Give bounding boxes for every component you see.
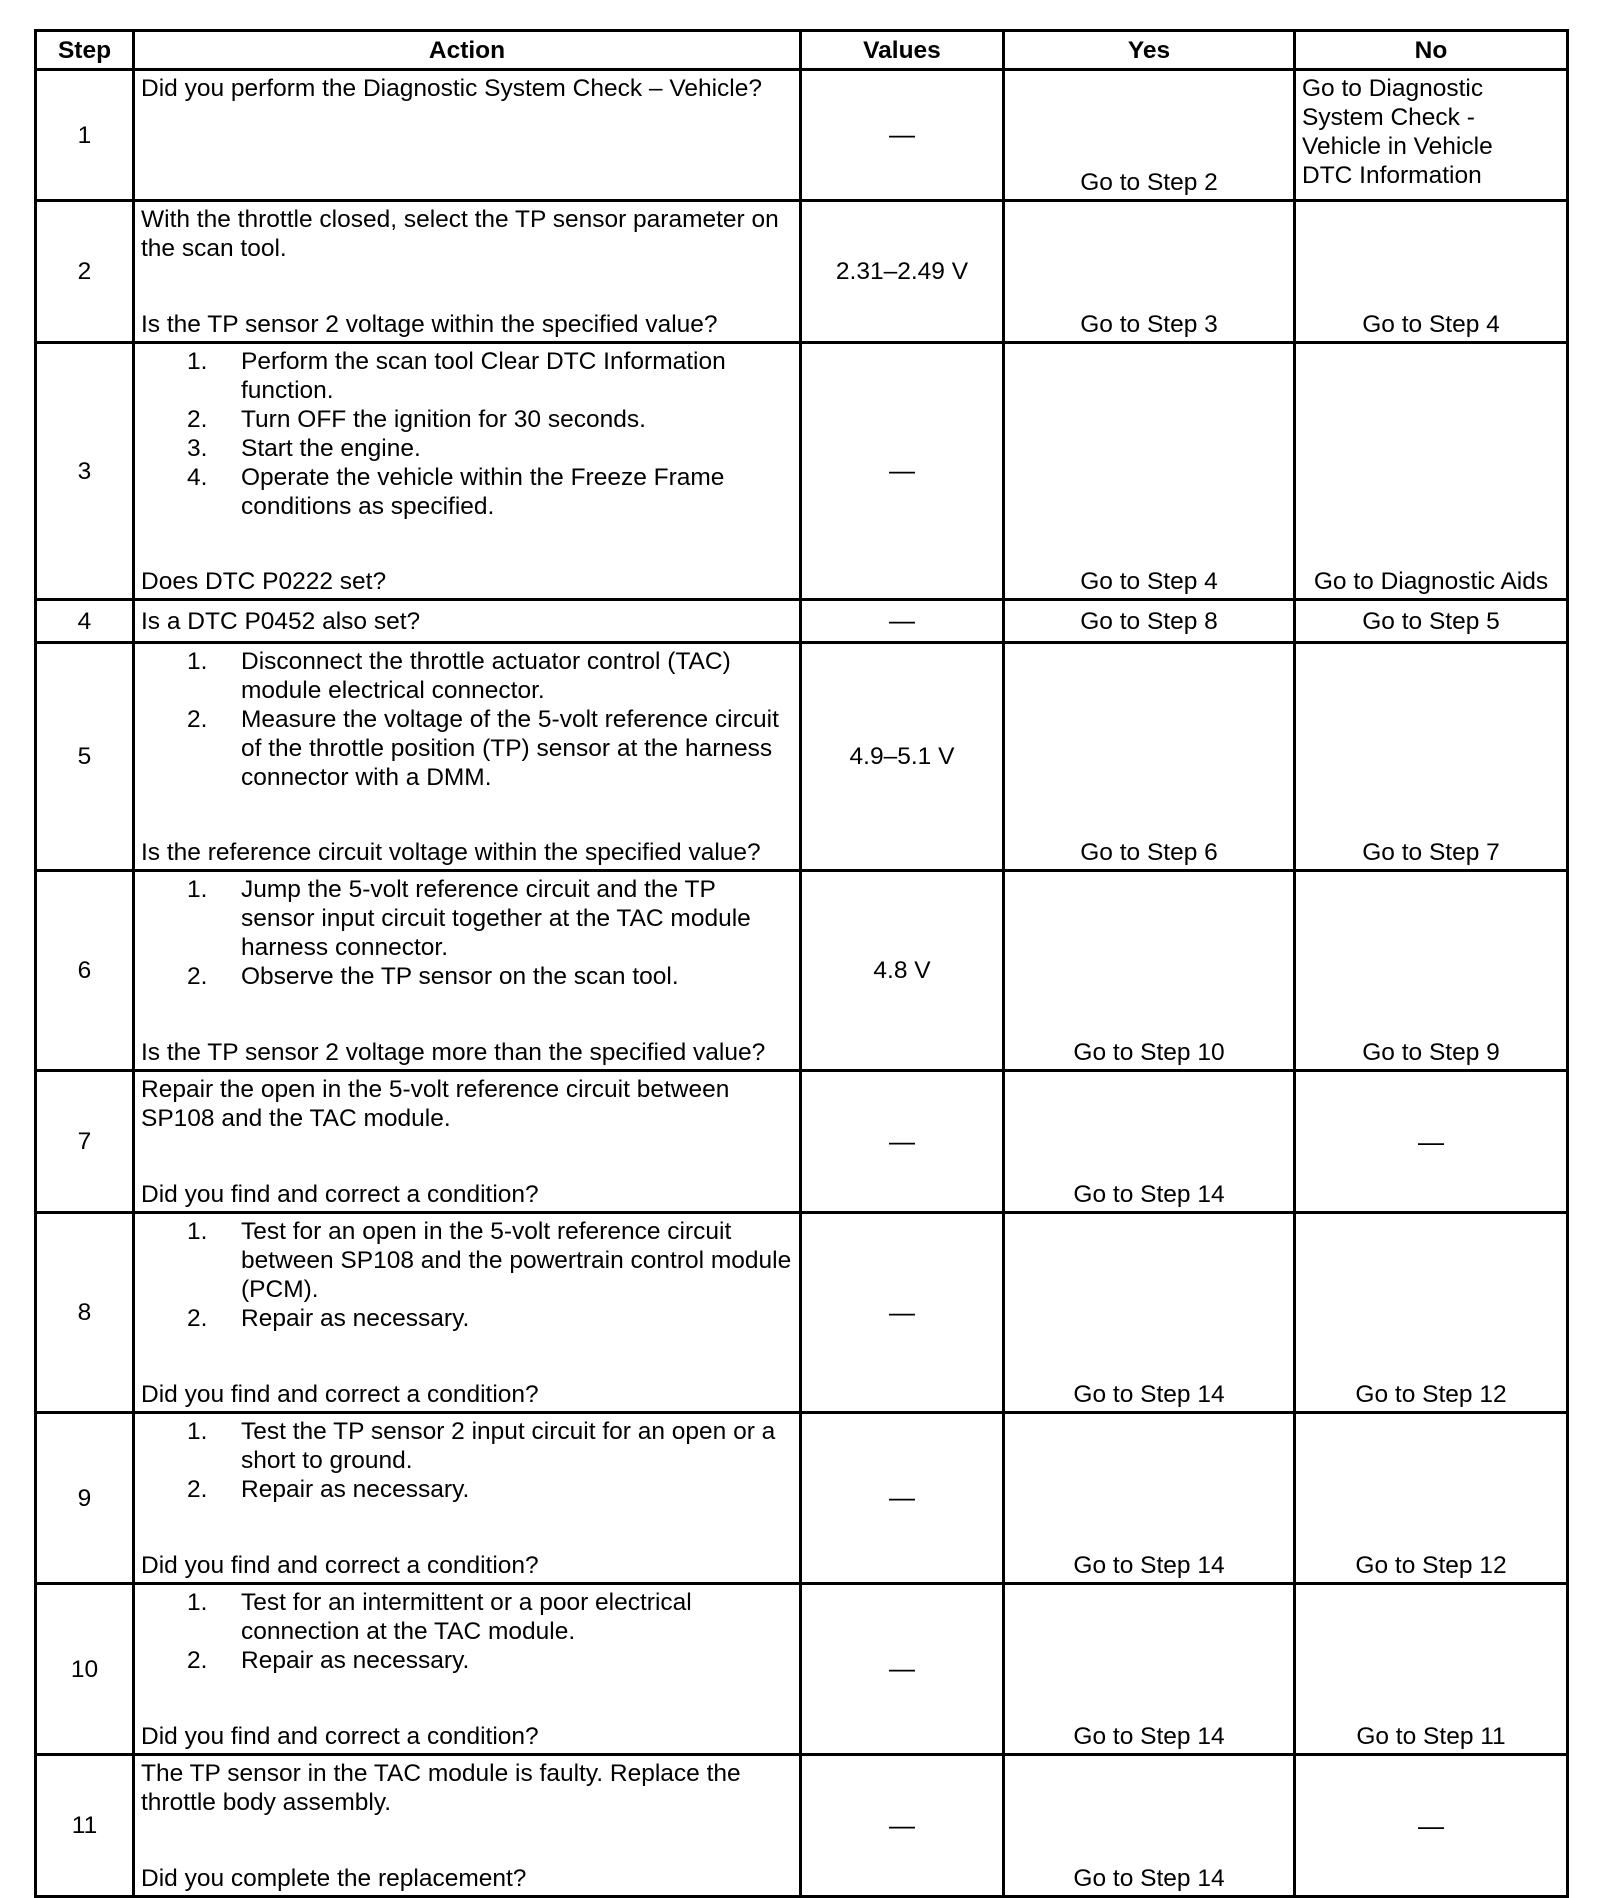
action-cell (134, 643, 801, 871)
no-link[interactable]: Go to Step 7 (1362, 839, 1500, 866)
action-text: Is a DTC P0452 also set? (141, 608, 421, 635)
value-text: 4.8 V (873, 957, 931, 984)
value-text: — (889, 119, 915, 149)
action-text: The TP sensor in the TAC module is faulty. Replace the throttle body assembly. (141, 1760, 741, 1816)
action-step-text: Start the engine. (241, 435, 421, 462)
value-text: — (889, 1653, 915, 1683)
yes-link[interactable]: Go to Step 8 (1080, 607, 1218, 635)
action-step-text: Test for an open in the 5-volt reference circuit between SP108 and the powertrain control module (PCM). (241, 1218, 792, 1303)
action-step-number: 2. (187, 1476, 208, 1503)
action-step-number: 2. (187, 406, 208, 433)
step-number: 11 (36, 1755, 134, 1897)
header-values: Values (801, 31, 1004, 70)
yes-link[interactable]: Go to Step 14 (1073, 1865, 1225, 1892)
no-link[interactable]: Go to Step 12 (1355, 1552, 1507, 1579)
yes-cell (1004, 1071, 1295, 1213)
action-question: Is the reference circuit voltage within the specified value? (141, 839, 761, 866)
value-cell (801, 201, 1004, 343)
action-cell (134, 70, 801, 201)
step-number: 6 (36, 871, 134, 1071)
yes-cell (1004, 1584, 1295, 1755)
yes-link[interactable]: Go to Step 14 (1073, 1381, 1225, 1408)
no-link[interactable]: Go to Step 4 (1362, 311, 1500, 338)
action-step-item (141, 405, 793, 434)
yes-link[interactable]: Go to Step 3 (1080, 311, 1218, 338)
header-action: Action (134, 31, 801, 70)
action-cell (134, 1755, 801, 1897)
action-cell (134, 600, 801, 643)
yes-link[interactable]: Go to Step 14 (1073, 1723, 1225, 1750)
action-step-item (141, 962, 793, 991)
table-row (36, 1584, 1568, 1755)
no-cell (1295, 1413, 1568, 1584)
action-question: Did you find and correct a condition? (141, 1381, 539, 1408)
action-step-number: 2. (187, 1305, 208, 1332)
yes-cell (1004, 70, 1295, 201)
step-number: 1 (36, 70, 134, 201)
table-row (36, 343, 1568, 600)
action-steps (141, 1217, 793, 1333)
action-cell (134, 201, 801, 343)
no-link-line: Go to Diagnostic (1302, 75, 1484, 102)
value-cell (801, 643, 1004, 871)
action-cell (134, 871, 801, 1071)
no-link[interactable] (1302, 74, 1560, 190)
action-step-item (141, 647, 793, 705)
no-cell (1295, 201, 1568, 343)
action-step-number: 2. (187, 963, 208, 990)
action-text: Did you perform the Diagnostic System Check – Vehicle? (141, 75, 762, 102)
action-step-text: Repair as necessary. (241, 1305, 470, 1332)
yes-link[interactable]: Go to Step 14 (1073, 1181, 1225, 1208)
value-text: — (889, 1296, 915, 1327)
action-step-item (141, 1588, 793, 1646)
action-question: Did you find and correct a condition? (141, 1723, 539, 1750)
action-step-text: Test the TP sensor 2 input circuit for an open or a short to ground. (241, 1418, 776, 1474)
action-step-number: 2. (187, 1647, 208, 1674)
action-step-text: Jump the 5-volt reference circuit and the TP sensor input circuit together at the TAC module harness connector. (241, 876, 751, 961)
table-row (36, 1071, 1568, 1213)
table-row (36, 600, 1568, 643)
action-step-number: 1. (187, 1218, 208, 1245)
value-cell (801, 1755, 1004, 1897)
no-link[interactable]: Go to Step 12 (1355, 1381, 1507, 1408)
action-step-item (141, 463, 793, 521)
step-number: 2 (36, 201, 134, 343)
action-step-item (141, 1646, 793, 1675)
action-step-number: 1. (187, 876, 208, 903)
action-question: Is the TP sensor 2 voltage within the specified value? (141, 311, 718, 338)
value-text: 4.9–5.1 V (849, 743, 955, 770)
action-step-item (141, 1217, 793, 1304)
no-cell (1295, 1213, 1568, 1413)
no-link-line: Vehicle in Vehicle (1302, 133, 1493, 160)
table-row (36, 70, 1568, 201)
value-cell (801, 600, 1004, 643)
action-cell (134, 1071, 801, 1213)
no-cell (1295, 70, 1568, 201)
table-row (36, 1213, 1568, 1413)
action-text: With the throttle closed, select the TP sensor parameter on the scan tool. (141, 206, 779, 262)
action-step-item (141, 875, 793, 962)
action-step-text: Perform the scan tool Clear DTC Information function. (241, 348, 726, 404)
value-text: — (889, 455, 915, 485)
yes-link[interactable]: Go to Step 14 (1073, 1552, 1225, 1579)
action-step-number: 1. (187, 348, 208, 375)
table-body (36, 70, 1568, 1897)
no-link[interactable]: Go to Diagnostic Aids (1313, 568, 1549, 595)
no-cell (1295, 871, 1568, 1071)
value-text: — (889, 1482, 915, 1512)
action-step-item (141, 705, 793, 792)
action-step-text: Turn OFF the ignition for 30 seconds. (241, 406, 646, 433)
table-row (36, 1413, 1568, 1584)
action-cell (134, 1584, 801, 1755)
action-step-item (141, 1475, 793, 1504)
value-cell (801, 70, 1004, 201)
action-cell (134, 1413, 801, 1584)
no-link-line: System Check - (1302, 104, 1475, 131)
action-step-text: Disconnect the throttle actuator control (TAC) module electrical connector. (241, 648, 731, 704)
action-step-number: 1. (187, 648, 208, 675)
yes-cell (1004, 1413, 1295, 1584)
no-cell (1295, 1071, 1568, 1213)
action-question: Did you find and correct a condition? (141, 1181, 539, 1208)
header-step: Step (36, 31, 134, 70)
yes-cell (1004, 343, 1295, 600)
no-cell (1295, 600, 1568, 643)
action-step-number: 4. (187, 464, 208, 491)
step-number: 9 (36, 1413, 134, 1584)
no-link[interactable]: Go to Step 5 (1362, 607, 1500, 635)
yes-cell (1004, 600, 1295, 643)
no-cell (1295, 343, 1568, 600)
action-question: Is the TP sensor 2 voltage more than the specified value? (141, 1039, 766, 1066)
yes-link[interactable]: Go to Step 6 (1080, 839, 1218, 866)
value-cell (801, 1071, 1004, 1213)
action-step-item (141, 347, 793, 405)
action-step-number: 2. (187, 706, 208, 733)
action-step-number: 1. (187, 1418, 208, 1445)
no-cell (1295, 643, 1568, 871)
yes-link[interactable]: Go to Step 10 (1073, 1039, 1225, 1066)
action-step-text: Repair as necessary. (241, 1647, 470, 1674)
action-step-item (141, 1304, 793, 1333)
step-number: 5 (36, 643, 134, 871)
no-cell (1295, 1755, 1568, 1897)
table-row (36, 871, 1568, 1071)
action-step-text: Repair as necessary. (241, 1476, 470, 1503)
yes-cell (1004, 643, 1295, 871)
yes-cell (1004, 871, 1295, 1071)
no-link[interactable]: Go to Step 9 (1362, 1039, 1500, 1066)
action-question: Did you complete the replacement? (141, 1865, 527, 1892)
action-question: Did you find and correct a condition? (141, 1552, 539, 1579)
value-cell (801, 1584, 1004, 1755)
table-row (36, 1755, 1568, 1897)
action-question: Does DTC P0222 set? (141, 568, 387, 595)
no-link: — (1418, 1810, 1444, 1840)
action-steps (141, 875, 793, 991)
value-text: — (889, 1125, 915, 1156)
value-cell (801, 871, 1004, 1071)
yes-link[interactable]: Go to Step 2 (1080, 169, 1218, 196)
header-no: No (1295, 31, 1568, 70)
step-number: 3 (36, 343, 134, 600)
action-step-item (141, 434, 793, 463)
no-cell (1295, 1584, 1568, 1755)
action-cell (134, 1213, 801, 1413)
no-link: — (1418, 1126, 1444, 1156)
yes-cell (1004, 1755, 1295, 1897)
action-step-number: 1. (187, 1589, 208, 1616)
action-cell (134, 343, 801, 600)
step-number: 10 (36, 1584, 134, 1755)
table-row (36, 643, 1568, 871)
header-row (36, 31, 1568, 70)
action-step-number: 3. (187, 435, 208, 462)
value-cell (801, 1413, 1004, 1584)
action-step-text: Measure the voltage of the 5-volt reference circuit of the throttle position (TP) sensor at the harness connector with a DMM. (241, 706, 779, 791)
action-step-text: Observe the TP sensor on the scan tool. (241, 963, 679, 990)
action-steps (141, 1417, 793, 1504)
action-steps (141, 1588, 793, 1675)
action-step-text: Operate the vehicle within the Freeze Frame conditions as specified. (241, 464, 725, 520)
value-text: 2.31–2.49 V (835, 258, 969, 285)
table-row (36, 201, 1568, 343)
value-cell (801, 343, 1004, 600)
action-text: Repair the open in the 5-volt reference circuit between SP108 and the TAC module. (141, 1076, 730, 1132)
action-steps (141, 647, 793, 792)
step-number: 7 (36, 1071, 134, 1213)
diagnostic-table (34, 29, 1569, 1898)
action-steps (141, 347, 793, 521)
yes-link[interactable]: Go to Step 4 (1080, 568, 1218, 595)
table-header (36, 31, 1568, 70)
value-text: — (889, 1809, 915, 1840)
no-link[interactable]: Go to Step 11 (1356, 1723, 1506, 1750)
value-cell (801, 1213, 1004, 1413)
yes-cell (1004, 1213, 1295, 1413)
no-link-line: DTC Information (1302, 162, 1482, 189)
header-yes: Yes (1004, 31, 1295, 70)
action-step-item (141, 1417, 793, 1475)
step-number: 8 (36, 1213, 134, 1413)
yes-cell (1004, 201, 1295, 343)
value-text: — (889, 605, 915, 635)
action-step-text: Test for an intermittent or a poor electrical connection at the TAC module. (241, 1589, 692, 1645)
step-number: 4 (36, 600, 134, 643)
